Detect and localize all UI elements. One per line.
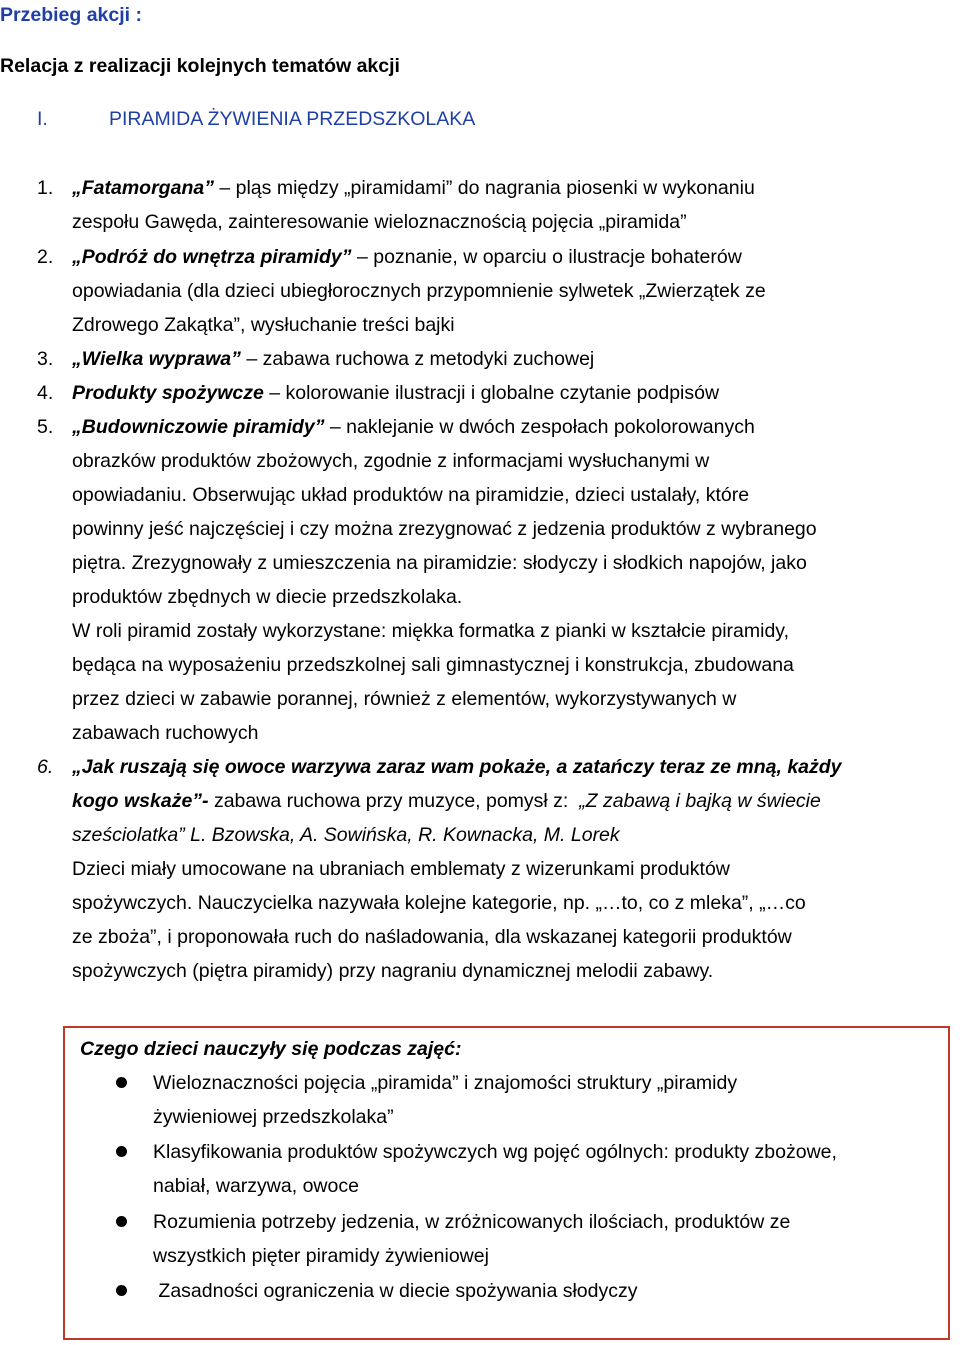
- item-title: „Jak ruszają się owoce warzywa zaraz wam pokaże, a zatańczy teraz ze mną, każdy: [72, 756, 842, 778]
- item-text-line: Dzieci miały umocowane na ubraniach emblematy z wizerunkami produktów: [72, 858, 730, 880]
- item-number: 5.: [37, 416, 54, 438]
- item-text: – naklejanie w dwóch zespołach pokolorowanych: [324, 416, 755, 438]
- summary-heading: Czego dzieci nauczyły się podczas zajęć:: [80, 1038, 462, 1060]
- list-item: [37, 342, 937, 376]
- item-title: kogo wskaże”-: [72, 790, 209, 812]
- section-name: PIRAMIDA ŻYWIENIA PRZEDSZKOLAKA: [109, 108, 476, 130]
- item-text-line: zabawach ruchowych: [72, 722, 259, 744]
- list-item: [37, 240, 937, 274]
- item-title: „Wielka wyprawa”: [72, 348, 241, 370]
- summary-item-line: wszystkich pięter piramidy żywieniowej: [153, 1245, 489, 1267]
- item-title: „Budowniczowie piramidy”: [72, 416, 325, 438]
- item-text-line: ze zboża”, i proponowała ruch do naśladowania, dla wskazanej kategorii produktów: [72, 926, 792, 948]
- item-source: „Z zabawą i bajką w świecie: [579, 790, 821, 812]
- item-text-line: przez dzieci w zabawie porannej, również z elementów, wykorzystywanych w: [72, 688, 737, 710]
- item-text: – kolorowanie ilustracji i globalne czytanie podpisów: [263, 382, 720, 404]
- summary-item-line: Klasyfikowania produktów spożywczych wg pojęć ogólnych: produkty zbożowe,: [153, 1141, 837, 1163]
- item-title: Produkty spożywcze: [72, 382, 264, 404]
- bullet-icon: [116, 1285, 127, 1296]
- item-text-line: opowiadaniu. Obserwując układ produktów na piramidzie, dzieci ustalały, które: [72, 484, 750, 506]
- item-title: „Podróż do wnętrza piramidy”: [72, 246, 352, 268]
- summary-item-line: żywieniowej przedszkolaka”: [153, 1106, 394, 1128]
- item-title: „Fatamorgana”: [72, 177, 214, 199]
- page-title: Przebieg akcji :: [0, 4, 142, 26]
- list-item: [37, 171, 937, 205]
- item-text-line: produktów zbędnych w diecie przedszkolaka.: [72, 586, 463, 608]
- list-item: [37, 410, 937, 444]
- item-text-line: będąca na wyposażeniu przedszkolnej sali gimnastycznej i konstrukcja, zbudowana: [72, 654, 794, 676]
- list-item: [37, 750, 937, 784]
- summary-item-line: Wieloznaczności pojęcia „piramida” i znajomości struktury „piramidy: [153, 1072, 738, 1094]
- item-text-line: W roli piramid zostały wykorzystane: miękka formatka z pianki w kształcie piramidy,: [72, 620, 790, 642]
- item-text: zabawa ruchowa przy muzyce, pomysł z:: [208, 790, 580, 812]
- item-text: – pląs między „piramidami” do nagrania piosenki w wykonaniu: [213, 177, 755, 199]
- summary-item-line: nabiał, warzywa, owoce: [153, 1175, 359, 1197]
- summary-item-line: Zasadności ograniczenia w diecie spożywania słodyczy: [153, 1280, 638, 1302]
- item-number: 4.: [37, 382, 54, 404]
- item-number: 2.: [37, 246, 54, 268]
- item-text-line: spożywczych. Nauczycielka nazywała kolejne kategorie, np. „…to, co z mleka”, „…co: [72, 892, 806, 914]
- item-text-line: spożywczych (piętra piramidy) przy nagraniu dynamicznej melodii zabawy.: [72, 960, 714, 982]
- summary-item-line: Rozumienia potrzeby jedzenia, w zróżnicowanych ilościach, produktów ze: [153, 1211, 791, 1233]
- section-numeral: I.: [37, 108, 48, 130]
- list-item: [37, 376, 937, 410]
- item-number: 6.: [37, 756, 54, 778]
- item-text: – zabawa ruchowa z metodyki zuchowej: [240, 348, 595, 370]
- item-number: 1.: [37, 177, 54, 199]
- item-number: 3.: [37, 348, 54, 370]
- item-text-line: powinny jeść najczęściej i czy można zrezygnować z jedzenia produktów z wybranego: [72, 518, 817, 540]
- bullet-icon: [116, 1146, 127, 1157]
- bullet-icon: [116, 1216, 127, 1227]
- bullet-icon: [116, 1077, 127, 1088]
- item-text: – poznanie, w oparciu o ilustracje bohaterów: [351, 246, 742, 268]
- page-subtitle: Relacja z realizacji kolejnych tematów akcji: [0, 55, 400, 77]
- item-text-line: obrazków produktów zbożowych, zgodnie z informacjami wysłuchanymi w: [72, 450, 710, 472]
- item-text-line: zespołu Gawęda, zainteresowanie wieloznacznością pojęcia „piramida”: [72, 211, 687, 233]
- item-text-line: opowiadania (dla dzieci ubiegłorocznych przypomnienie sylwetek „Zwierzątek ze: [72, 280, 766, 302]
- item-source: sześciolatka” L. Bzowska, A. Sowińska, R. Kownacka, M. Lorek: [72, 824, 620, 846]
- item-text-line: Zdrowego Zakątka”, wysłuchanie treści bajki: [72, 314, 455, 336]
- item-text-line: piętra. Zrezygnowały z umieszczenia na piramidzie: słodyczy i słodkich napojów, jako: [72, 552, 807, 574]
